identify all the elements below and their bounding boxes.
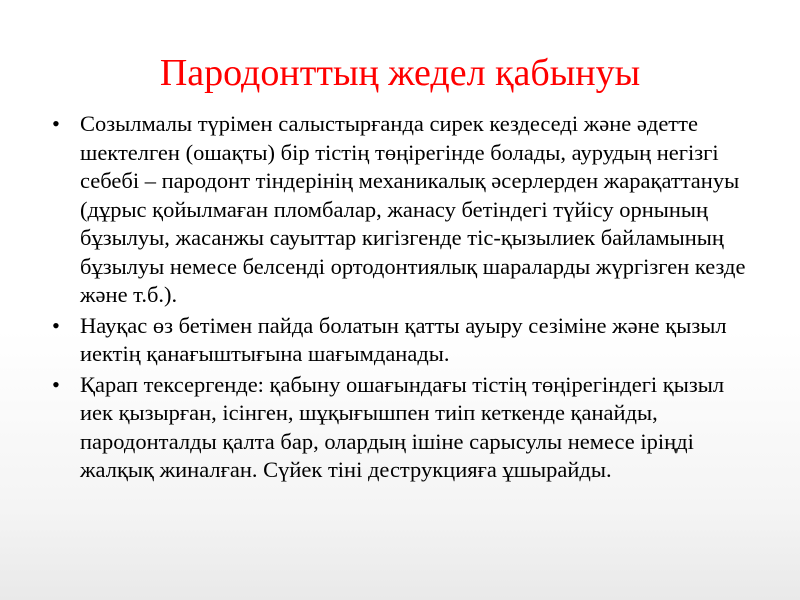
bullet-item-1 bbox=[50, 110, 755, 310]
bullet-text: Созылмалы түрімен салыстырғанда сирек кездеседі және әдетте шектелген (ошақты) бір тістің төңірегінде болады, аурудың негізгі себебі – пародонт тіндерінің механикалық әсерлерден жарақаттануы (дұрыс қойылмаған пломбалар, жанасу бетіндегі түйісу орнының бұзылуы, жасанжы сауыттар кигізгенде тіс-қызылиек байламының бұзылуы немесе белсенді ортодонтиялық шараларды жүргізген кезде және т.б.). bbox=[80, 111, 746, 307]
bullet-icon: • bbox=[52, 111, 60, 136]
bullet-item-2 bbox=[50, 312, 755, 369]
bullet-item-3 bbox=[50, 371, 755, 485]
bullet-text: Қарап тексергенде: қабыну ошағындағы тістің төңірегіндегі қызыл иек қызырған, ісінген, шұқығышпен тиіп кеткенде қанайды, пародонталды қалта бар, олардың ішіне сарысулы немесе іріңді жалқық жиналған. Сүйек тіні деструкцияға ұшырайды. bbox=[80, 371, 725, 482]
bullet-text: Науқас өз бетімен пайда болатын қатты ауыру сезіміне және қызыл иектің қанағыштығына шағымданады. bbox=[80, 312, 727, 366]
bullet-icon: • bbox=[52, 371, 60, 397]
slide-title: Пародонттың жедел қабынуы bbox=[159, 52, 641, 94]
bullet-list bbox=[50, 110, 755, 487]
bullet-icon: • bbox=[52, 312, 60, 338]
